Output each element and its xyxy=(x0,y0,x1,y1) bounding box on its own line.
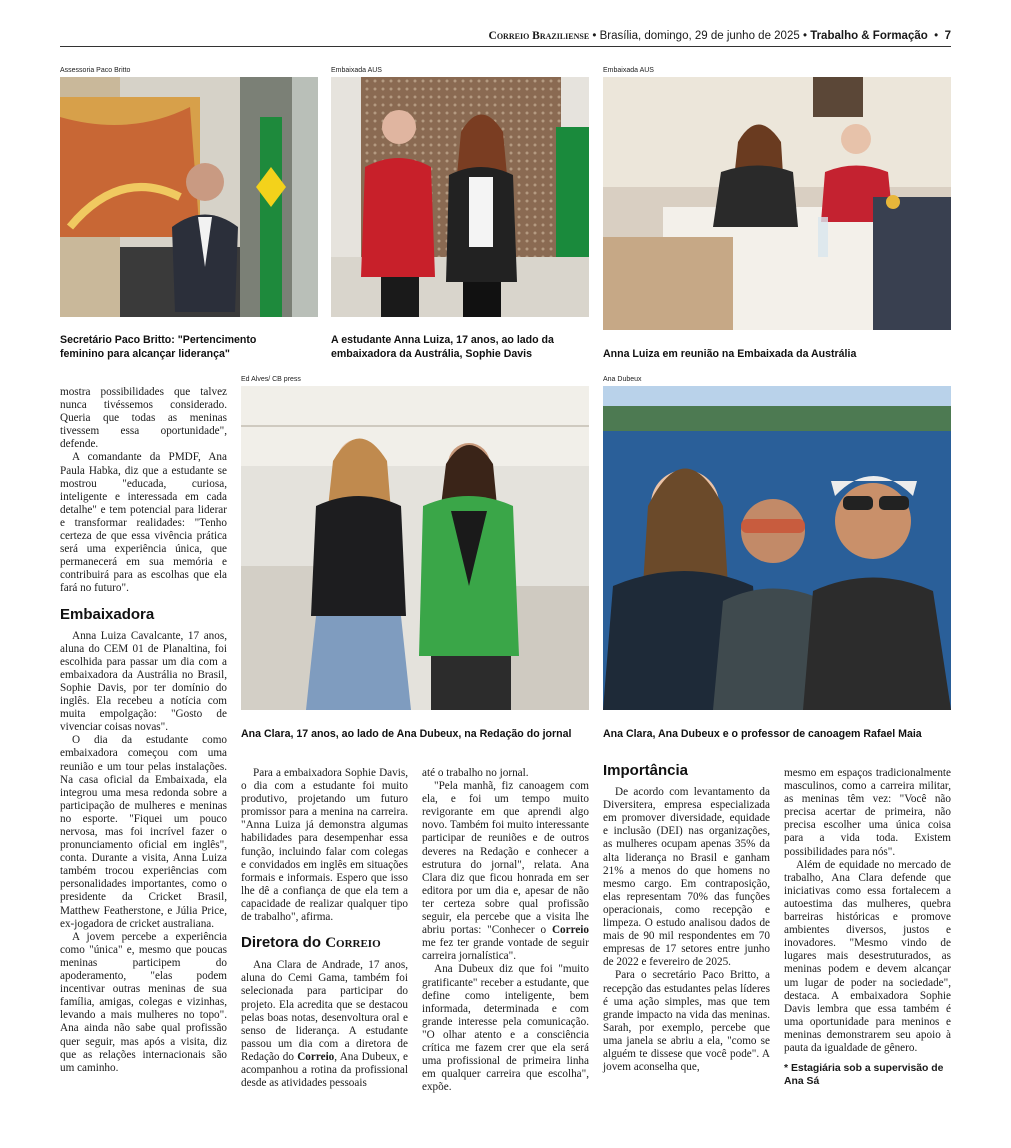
photo-credit: Ana Dubeux xyxy=(603,376,642,383)
photo-credit: Ed Alves/ CB press xyxy=(241,376,301,383)
text-column-2 xyxy=(241,767,408,1090)
paragraph: até o trabalho no jornal. xyxy=(422,767,529,779)
photo-newsroom xyxy=(241,386,589,710)
photo-embassy-meeting xyxy=(603,77,951,330)
photo-caption: Ana Clara, Ana Dubeux e o professor de canoagem Rafael Maia xyxy=(603,728,922,740)
paragraph: Ana Clara de Andrade, 17 anos, aluna do Cemi Gama, também foi selecionada para participar do projeto. Ela acredita que se destacou pelas boas notas, desenvoltura oral e senso de liderança. A estudante passou um dia com a diretora de Redação do Correio, Ana Dubeux, e acompanhou a rotina da profissional desde as atividades pessoais xyxy=(241,959,409,1090)
intern-note: * Estagiária sob a supervisão de Ana Sá xyxy=(784,1063,944,1088)
paragraph: Anna Luiza Cavalcante, 17 anos, aluna do CEM 01 de Planaltina, foi escolhida para passar um dia com a embaixadora da Austrália no Brasil, Sophie Davis, por ter domínio do inglês. Ela recebeu a notícia com muita empolgação: "Gosto de vivenciar coisas novas". xyxy=(60,629,227,734)
photo-paco-britto xyxy=(60,77,318,317)
photo-caption: Ana Clara, 17 anos, ao lado de Ana Dubeux, na Redação do jornal xyxy=(241,728,572,740)
photo-credit: Assessoria Paco Britto xyxy=(60,67,131,74)
newspaper-name: Correio Braziliense xyxy=(488,30,590,42)
paragraph: Ana Dubeux diz que foi "muito gratificante" receber a estudante, que define como inteligente, bem informada, determinada e com grande interesse pela comunicação. "O olhar atento e a consciência crítica me fazem crer que ela será uma profissional de primeira linha em qualquer carreira que escolha", expõe. xyxy=(422,963,589,1094)
paragraph: Para o secretário Paco Britto, a recepção das estudantes pelas líderes é uma ação simples, mas que tem grande impacto na vida das meninas. Sarah, por exemplo, percebe que uma janela se abriu a ela, "como se alguém te dissese que você pode". A jovem aconselha que, xyxy=(603,969,770,1074)
page-number: 7 xyxy=(944,30,951,42)
text-column-5 xyxy=(784,767,951,1088)
section-name: Trabalho & Formação xyxy=(810,30,928,42)
subheading-diretora: Diretora do Correio xyxy=(241,934,381,952)
photo-caption: Anna Luiza em reunião na Embaixada da Austrália xyxy=(603,348,857,360)
paragraph: Além de equidade no mercado de trabalho, Ana Clara defende que iniciativas como essa fortalecem a autoestima das mulheres, quebra barreiras históricas e promove ambientes diversos, justos e inovadores. "Mesmo vindo de lugares mais desestruturados, as meninas podem e devem alcançar um lugar de poder na sociedade", destaca. A embaixadora Sophie Davis lembra que essa também é uma oportunidade para meninos e meninas demonstrarem seu apoio à pauta da igualdade de gênero. xyxy=(784,858,951,1054)
photo-credit: Embaixada AUS xyxy=(331,67,382,74)
photo-caption: Secretário Paco Britto: "Pertencimento feminino para alcançar liderança" xyxy=(60,334,257,360)
subheading-importancia: Importância xyxy=(603,762,689,779)
paragraph: A jovem percebe a experiência como "única" e, mesmo que poucas meninas participem do apoderamento, "elas podem incentivar outras meninas de sua família, amigas, colegas e vizinhas, levando a mais mulheres no topo". Ana ainda não sabe qual profissão quer seguir, mas após a visita, diz que as relações internacionais são um caminho. xyxy=(60,930,227,1074)
paragraph: Para a embaixadora Sophie Davis, o dia com a estudante foi muito produtivo, projetando um futuro promissor para a menina na carreira. "Anna Luiza já demonstra algumas habilidades para desempenhar essa função, incluindo falar com colegas e convidados em inglês em situações formais e informais. Espero que isso lhe dê a confiança de que ela tem a capacidade de realizar qualquer tipo de trabalho", afirma. xyxy=(241,767,408,924)
photo-caption: A estudante Anna Luiza, 17 anos, ao lado da embaixadora da Austrália, Sophie Davis xyxy=(331,334,554,360)
header-rule xyxy=(60,46,951,47)
text-column-3 xyxy=(422,767,589,1094)
subheading-embaixadora: Embaixadora xyxy=(60,605,155,623)
paragraph: mesmo em espaços tradicionalmente masculinos, como a carreira militar, as meninas têm vez: "Você não precisa acertar de primeira, não precisa escolher uma única coisa para a vida toda. Existem possibilidades para nós". xyxy=(784,767,951,858)
photo-selfie-canoe xyxy=(603,386,951,710)
photo-credit: Embaixada AUS xyxy=(603,67,654,74)
page-header: Correio Braziliense • Brasília, domingo, 29 de junho de 2025 • Trabalho & Formação • 7 xyxy=(488,30,951,42)
paragraph: O dia da estudante como embaixadora começou com uma reunião e um tour pelas instalações. Na casa oficial da Embaixada, ela integrou uma mesa redonda sobre a participação de mulheres e meninas no esporte. "Fiquei um pouco nervosa, mas foi incrível fazer o pronunciamento oficial em inglês", conta. Durante a visita, Anna Luiza também trocou experiências com personalidades importantes, como o presidente da Cricket Brasil, Matthew Featherstone, e Júlia Price, ex-jogadora de cricket australiana. xyxy=(60,734,227,930)
text-column-4 xyxy=(603,754,770,1074)
paragraph: mostra possibilidades que talvez nunca tivéssemos considerado. Queria que todas as meninas tivessem essa oportunidade", defende. xyxy=(60,386,227,451)
dateline: Brasília, domingo, 29 de junho de 2025 xyxy=(599,30,800,42)
photo-anna-luiza-ambassador xyxy=(331,77,589,317)
text-column-1 xyxy=(60,386,227,1075)
paragraph: De acordo com levantamento da Diversitera, empresa especializada em promover diversidade, equidade e inclusão (DEI) nas organizações, as mulheres ocupam apenas 35% da alta liderança no Brasil e ganham 21% a menos do que homens no mesmo cargo. Em contraposição, elas representam 70% das funções operacionais, como recepção e limpeza. O estudo analisou dados de mais de 90 mil respondentes em 70 empresas de 17 setores entre junho de 2022 e fevereiro de 2025. xyxy=(603,786,770,969)
paragraph: "Pela manhã, fiz canoagem com ela, e foi um tempo muito revigorante em que aprendi algo novo. Também foi muito interessante participar de reuniões e de outros deveres na Redação e conhecer a estrutura do jornal", relata. Ana Clara diz que ficou honrada em ser editora por um dia e, apesar de não ter certeza sobre qual profissão seguir, ela percebe que a visita lhe abriu portas: "Conhecer o Correio me fez ter grande vontade de seguir carreira jornalística". xyxy=(422,780,590,963)
paragraph: A comandante da PMDF, Ana Paula Habka, diz que a estudante se mostrou "educada, curiosa, inteligente e interessada em cada detalhe" e tem potencial para liderar e transformar realidades: "Tenho certeza de que essa vivência prática será uma experiência única, que permanecerá em sua memória e contribuirá para as escolhas que ela fará no futuro". xyxy=(60,451,227,595)
